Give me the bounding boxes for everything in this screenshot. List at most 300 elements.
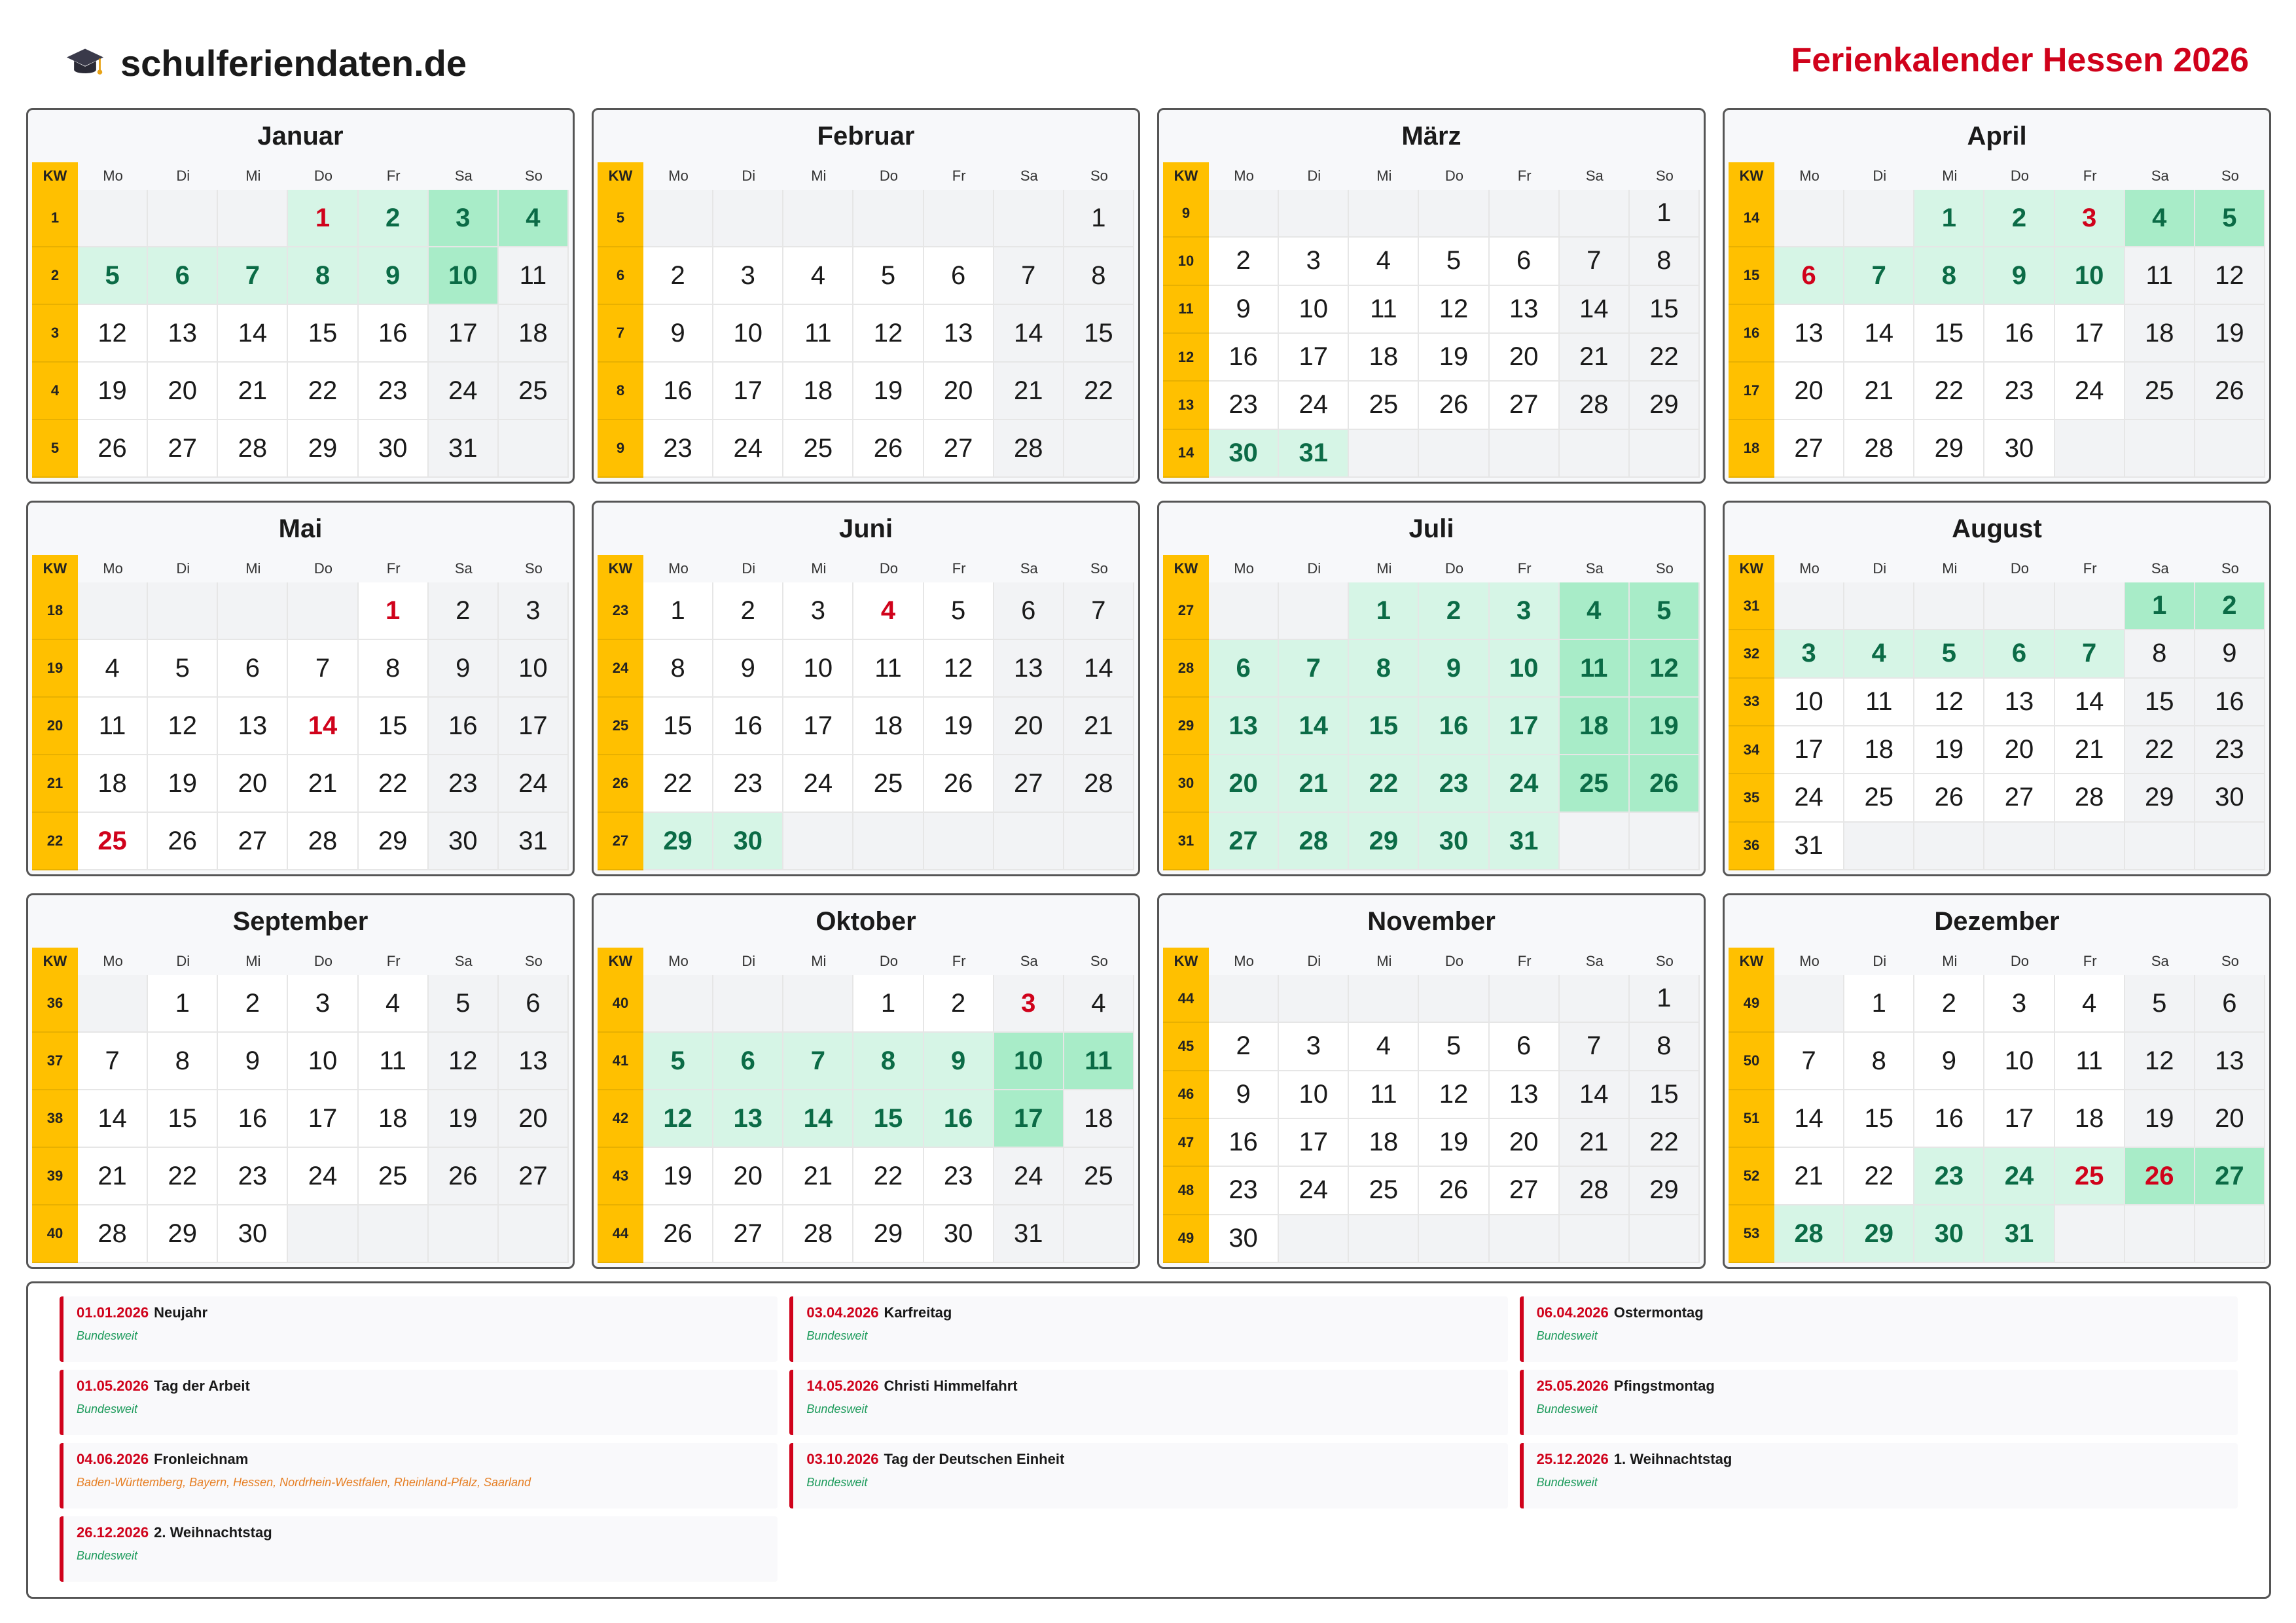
day-cell[interactable]: 11 [2055, 1033, 2125, 1090]
day-cell[interactable]: 23 [1984, 363, 2054, 420]
day-cell[interactable]: 22 [148, 1148, 218, 1205]
day-cell[interactable]: 9 [1984, 247, 2054, 305]
day-cell[interactable]: 19 [1914, 726, 1984, 774]
day-cell[interactable]: 30 [218, 1205, 288, 1263]
day-cell[interactable]: 6 [1774, 247, 1844, 305]
day-cell[interactable]: 22 [1349, 755, 1419, 813]
day-cell[interactable]: 18 [1560, 698, 1630, 755]
day-cell[interactable]: 26 [1914, 774, 1984, 822]
day-cell[interactable]: 14 [2055, 679, 2125, 726]
day-cell[interactable]: 2 [359, 190, 429, 247]
day-cell[interactable]: 31 [1774, 823, 1844, 870]
day-cell[interactable]: 18 [1349, 1119, 1419, 1167]
day-cell[interactable]: 18 [359, 1090, 429, 1148]
day-cell[interactable]: 6 [1490, 1023, 1560, 1071]
day-cell[interactable]: 16 [713, 698, 783, 755]
day-cell[interactable]: 21 [2055, 726, 2125, 774]
day-cell[interactable]: 13 [148, 305, 218, 363]
day-cell[interactable]: 18 [2125, 305, 2195, 363]
day-cell[interactable]: 14 [994, 305, 1064, 363]
day-cell[interactable]: 6 [994, 582, 1064, 640]
day-cell[interactable]: 28 [1844, 420, 1914, 478]
day-cell[interactable]: 28 [1774, 1205, 1844, 1263]
day-cell[interactable]: 3 [288, 975, 358, 1033]
day-cell[interactable]: 8 [1630, 238, 1700, 285]
day-cell[interactable]: 31 [499, 813, 569, 870]
day-cell[interactable]: 25 [499, 363, 569, 420]
day-cell[interactable]: 19 [2195, 305, 2265, 363]
day-cell[interactable]: 29 [1630, 1167, 1700, 1215]
day-cell[interactable]: 21 [1774, 1148, 1844, 1205]
day-cell[interactable]: 27 [1490, 382, 1560, 429]
day-cell[interactable]: 7 [1560, 238, 1630, 285]
day-cell[interactable]: 14 [288, 698, 358, 755]
day-cell[interactable]: 26 [1419, 382, 1489, 429]
day-cell[interactable]: 17 [994, 1090, 1064, 1148]
day-cell[interactable]: 17 [1279, 334, 1349, 382]
day-cell[interactable]: 23 [643, 420, 713, 478]
day-cell[interactable]: 3 [2055, 190, 2125, 247]
day-cell[interactable]: 26 [853, 420, 924, 478]
day-cell[interactable]: 13 [1774, 305, 1844, 363]
day-cell[interactable]: 7 [78, 1033, 148, 1090]
day-cell[interactable]: 4 [2055, 975, 2125, 1033]
day-cell[interactable]: 21 [78, 1148, 148, 1205]
day-cell[interactable]: 30 [1914, 1205, 1984, 1263]
day-cell[interactable]: 30 [1419, 813, 1489, 870]
day-cell[interactable]: 23 [1419, 755, 1489, 813]
day-cell[interactable]: 28 [783, 1205, 853, 1263]
day-cell[interactable]: 17 [288, 1090, 358, 1148]
day-cell[interactable]: 9 [713, 640, 783, 698]
day-cell[interactable]: 1 [359, 582, 429, 640]
day-cell[interactable]: 8 [1844, 1033, 1914, 1090]
day-cell[interactable]: 29 [1630, 382, 1700, 429]
day-cell[interactable]: 30 [1209, 430, 1279, 478]
day-cell[interactable]: 31 [1984, 1205, 2054, 1263]
day-cell[interactable]: 24 [1279, 1167, 1349, 1215]
day-cell[interactable]: 25 [2125, 363, 2195, 420]
day-cell[interactable]: 13 [1490, 286, 1560, 334]
day-cell[interactable]: 7 [1844, 247, 1914, 305]
day-cell[interactable]: 16 [359, 305, 429, 363]
day-cell[interactable]: 27 [218, 813, 288, 870]
day-cell[interactable]: 29 [1914, 420, 1984, 478]
day-cell[interactable]: 11 [1349, 286, 1419, 334]
day-cell[interactable]: 25 [1349, 1167, 1419, 1215]
day-cell[interactable]: 6 [1209, 640, 1279, 698]
day-cell[interactable]: 7 [288, 640, 358, 698]
day-cell[interactable]: 28 [218, 420, 288, 478]
day-cell[interactable]: 12 [1914, 679, 1984, 726]
day-cell[interactable]: 2 [924, 975, 994, 1033]
day-cell[interactable]: 21 [1560, 334, 1630, 382]
day-cell[interactable]: 12 [429, 1033, 499, 1090]
day-cell[interactable]: 5 [1630, 582, 1700, 640]
day-cell[interactable]: 10 [713, 305, 783, 363]
day-cell[interactable]: 24 [1279, 382, 1349, 429]
day-cell[interactable]: 29 [2125, 774, 2195, 822]
day-cell[interactable]: 4 [1349, 238, 1419, 285]
day-cell[interactable]: 23 [429, 755, 499, 813]
day-cell[interactable]: 7 [1560, 1023, 1630, 1071]
day-cell[interactable]: 21 [783, 1148, 853, 1205]
day-cell[interactable]: 3 [1774, 630, 1844, 678]
day-cell[interactable]: 2 [218, 975, 288, 1033]
day-cell[interactable]: 31 [1490, 813, 1560, 870]
day-cell[interactable]: 30 [713, 813, 783, 870]
day-cell[interactable]: 5 [1914, 630, 1984, 678]
day-cell[interactable]: 25 [2055, 1148, 2125, 1205]
day-cell[interactable]: 11 [1064, 1033, 1134, 1090]
day-cell[interactable]: 20 [1209, 755, 1279, 813]
day-cell[interactable]: 11 [1560, 640, 1630, 698]
day-cell[interactable]: 18 [1844, 726, 1914, 774]
day-cell[interactable]: 18 [1064, 1090, 1134, 1148]
day-cell[interactable]: 1 [288, 190, 358, 247]
day-cell[interactable]: 16 [1914, 1090, 1984, 1148]
day-cell[interactable]: 6 [148, 247, 218, 305]
day-cell[interactable]: 24 [1774, 774, 1844, 822]
day-cell[interactable]: 23 [1209, 1167, 1279, 1215]
day-cell[interactable]: 18 [783, 363, 853, 420]
day-cell[interactable]: 3 [1279, 238, 1349, 285]
day-cell[interactable]: 13 [499, 1033, 569, 1090]
day-cell[interactable]: 25 [1349, 382, 1419, 429]
day-cell[interactable]: 1 [2125, 582, 2195, 630]
day-cell[interactable]: 19 [429, 1090, 499, 1148]
day-cell[interactable]: 3 [713, 247, 783, 305]
day-cell[interactable]: 18 [78, 755, 148, 813]
day-cell[interactable]: 13 [1209, 698, 1279, 755]
day-cell[interactable]: 28 [78, 1205, 148, 1263]
day-cell[interactable]: 22 [1844, 1148, 1914, 1205]
day-cell[interactable]: 16 [1209, 1119, 1279, 1167]
day-cell[interactable]: 23 [1209, 382, 1279, 429]
day-cell[interactable]: 15 [2125, 679, 2195, 726]
day-cell[interactable]: 17 [2055, 305, 2125, 363]
day-cell[interactable]: 10 [994, 1033, 1064, 1090]
day-cell[interactable]: 28 [994, 420, 1064, 478]
day-cell[interactable]: 21 [1064, 698, 1134, 755]
day-cell[interactable]: 19 [1630, 698, 1700, 755]
day-cell[interactable]: 11 [359, 1033, 429, 1090]
day-cell[interactable]: 28 [288, 813, 358, 870]
day-cell[interactable]: 6 [1490, 238, 1560, 285]
day-cell[interactable]: 2 [643, 247, 713, 305]
day-cell[interactable]: 19 [1419, 334, 1489, 382]
day-cell[interactable]: 29 [359, 813, 429, 870]
day-cell[interactable]: 23 [359, 363, 429, 420]
day-cell[interactable]: 20 [994, 698, 1064, 755]
day-cell[interactable]: 27 [499, 1148, 569, 1205]
day-cell[interactable]: 17 [1774, 726, 1844, 774]
day-cell[interactable]: 23 [2195, 726, 2265, 774]
day-cell[interactable]: 24 [783, 755, 853, 813]
day-cell[interactable]: 8 [853, 1033, 924, 1090]
day-cell[interactable]: 7 [994, 247, 1064, 305]
day-cell[interactable]: 10 [1984, 1033, 2054, 1090]
day-cell[interactable]: 19 [1419, 1119, 1489, 1167]
day-cell[interactable]: 20 [499, 1090, 569, 1148]
day-cell[interactable]: 28 [1560, 1167, 1630, 1215]
day-cell[interactable]: 26 [1419, 1167, 1489, 1215]
day-cell[interactable]: 14 [1064, 640, 1134, 698]
day-cell[interactable]: 3 [1279, 1023, 1349, 1071]
day-cell[interactable]: 5 [1419, 1023, 1489, 1071]
day-cell[interactable]: 12 [2195, 247, 2265, 305]
day-cell[interactable]: 4 [1064, 975, 1134, 1033]
day-cell[interactable]: 17 [1984, 1090, 2054, 1148]
day-cell[interactable]: 9 [1209, 286, 1279, 334]
day-cell[interactable]: 21 [1279, 755, 1349, 813]
day-cell[interactable]: 9 [1914, 1033, 1984, 1090]
day-cell[interactable]: 20 [713, 1148, 783, 1205]
day-cell[interactable]: 2 [1419, 582, 1489, 640]
day-cell[interactable]: 12 [643, 1090, 713, 1148]
day-cell[interactable]: 29 [148, 1205, 218, 1263]
day-cell[interactable]: 3 [994, 975, 1064, 1033]
day-cell[interactable]: 11 [499, 247, 569, 305]
day-cell[interactable]: 22 [643, 755, 713, 813]
day-cell[interactable]: 16 [924, 1090, 994, 1148]
day-cell[interactable]: 8 [288, 247, 358, 305]
day-cell[interactable]: 27 [1209, 813, 1279, 870]
day-cell[interactable]: 11 [853, 640, 924, 698]
day-cell[interactable]: 10 [288, 1033, 358, 1090]
day-cell[interactable]: 31 [1279, 430, 1349, 478]
day-cell[interactable]: 9 [359, 247, 429, 305]
day-cell[interactable]: 12 [2125, 1033, 2195, 1090]
day-cell[interactable]: 13 [994, 640, 1064, 698]
day-cell[interactable]: 19 [2125, 1090, 2195, 1148]
day-cell[interactable]: 30 [1209, 1215, 1279, 1263]
day-cell[interactable]: 2 [1209, 1023, 1279, 1071]
day-cell[interactable]: 22 [288, 363, 358, 420]
day-cell[interactable]: 10 [1279, 1071, 1349, 1119]
day-cell[interactable]: 2 [1984, 190, 2054, 247]
day-cell[interactable]: 27 [713, 1205, 783, 1263]
day-cell[interactable]: 22 [1630, 334, 1700, 382]
day-cell[interactable]: 20 [924, 363, 994, 420]
day-cell[interactable]: 4 [359, 975, 429, 1033]
day-cell[interactable]: 15 [288, 305, 358, 363]
day-cell[interactable]: 7 [783, 1033, 853, 1090]
day-cell[interactable]: 27 [2195, 1148, 2265, 1205]
day-cell[interactable]: 20 [1490, 334, 1560, 382]
day-cell[interactable]: 2 [2195, 582, 2265, 630]
day-cell[interactable]: 1 [1630, 975, 1700, 1023]
day-cell[interactable]: 18 [499, 305, 569, 363]
day-cell[interactable]: 10 [1774, 679, 1844, 726]
day-cell[interactable]: 24 [499, 755, 569, 813]
day-cell[interactable]: 10 [783, 640, 853, 698]
day-cell[interactable]: 5 [853, 247, 924, 305]
day-cell[interactable]: 5 [643, 1033, 713, 1090]
day-cell[interactable]: 12 [1419, 1071, 1489, 1119]
day-cell[interactable]: 26 [2125, 1148, 2195, 1205]
day-cell[interactable]: 16 [429, 698, 499, 755]
day-cell[interactable]: 5 [2125, 975, 2195, 1033]
day-cell[interactable]: 21 [994, 363, 1064, 420]
day-cell[interactable]: 16 [643, 363, 713, 420]
day-cell[interactable]: 22 [1630, 1119, 1700, 1167]
day-cell[interactable]: 8 [643, 640, 713, 698]
day-cell[interactable]: 20 [1774, 363, 1844, 420]
day-cell[interactable]: 12 [853, 305, 924, 363]
day-cell[interactable]: 17 [1490, 698, 1560, 755]
day-cell[interactable]: 16 [1984, 305, 2054, 363]
day-cell[interactable]: 21 [1844, 363, 1914, 420]
day-cell[interactable]: 1 [1844, 975, 1914, 1033]
day-cell[interactable]: 28 [2055, 774, 2125, 822]
day-cell[interactable]: 3 [783, 582, 853, 640]
day-cell[interactable]: 13 [924, 305, 994, 363]
day-cell[interactable]: 31 [429, 420, 499, 478]
day-cell[interactable]: 15 [1630, 286, 1700, 334]
day-cell[interactable]: 24 [1984, 1148, 2054, 1205]
day-cell[interactable]: 4 [1349, 1023, 1419, 1071]
day-cell[interactable]: 28 [1064, 755, 1134, 813]
day-cell[interactable]: 19 [78, 363, 148, 420]
day-cell[interactable]: 8 [359, 640, 429, 698]
day-cell[interactable]: 6 [713, 1033, 783, 1090]
day-cell[interactable]: 19 [853, 363, 924, 420]
day-cell[interactable]: 17 [499, 698, 569, 755]
day-cell[interactable]: 15 [853, 1090, 924, 1148]
day-cell[interactable]: 25 [1064, 1148, 1134, 1205]
day-cell[interactable]: 29 [1349, 813, 1419, 870]
day-cell[interactable]: 7 [218, 247, 288, 305]
day-cell[interactable]: 4 [1560, 582, 1630, 640]
day-cell[interactable]: 15 [1914, 305, 1984, 363]
day-cell[interactable]: 5 [924, 582, 994, 640]
day-cell[interactable]: 19 [148, 755, 218, 813]
day-cell[interactable]: 23 [924, 1148, 994, 1205]
day-cell[interactable]: 3 [1490, 582, 1560, 640]
day-cell[interactable]: 17 [429, 305, 499, 363]
day-cell[interactable]: 26 [924, 755, 994, 813]
day-cell[interactable]: 1 [1914, 190, 1984, 247]
day-cell[interactable]: 9 [1419, 640, 1489, 698]
day-cell[interactable]: 9 [1209, 1071, 1279, 1119]
day-cell[interactable]: 22 [1914, 363, 1984, 420]
day-cell[interactable]: 27 [1774, 420, 1844, 478]
day-cell[interactable]: 25 [359, 1148, 429, 1205]
day-cell[interactable]: 14 [1560, 286, 1630, 334]
day-cell[interactable]: 8 [1349, 640, 1419, 698]
day-cell[interactable]: 10 [1490, 640, 1560, 698]
day-cell[interactable]: 5 [148, 640, 218, 698]
day-cell[interactable]: 8 [1064, 247, 1134, 305]
logo[interactable] [65, 42, 467, 84]
day-cell[interactable]: 21 [288, 755, 358, 813]
day-cell[interactable]: 14 [1560, 1071, 1630, 1119]
day-cell[interactable]: 26 [643, 1205, 713, 1263]
day-cell[interactable]: 14 [1279, 698, 1349, 755]
day-cell[interactable]: 22 [1064, 363, 1134, 420]
day-cell[interactable]: 26 [429, 1148, 499, 1205]
day-cell[interactable]: 22 [2125, 726, 2195, 774]
day-cell[interactable]: 14 [78, 1090, 148, 1148]
day-cell[interactable]: 22 [853, 1148, 924, 1205]
day-cell[interactable]: 24 [994, 1148, 1064, 1205]
day-cell[interactable]: 9 [643, 305, 713, 363]
day-cell[interactable]: 23 [1914, 1148, 1984, 1205]
day-cell[interactable]: 4 [1844, 630, 1914, 678]
day-cell[interactable]: 25 [1844, 774, 1914, 822]
day-cell[interactable]: 1 [1349, 582, 1419, 640]
day-cell[interactable]: 14 [783, 1090, 853, 1148]
day-cell[interactable]: 13 [2195, 1033, 2265, 1090]
day-cell[interactable]: 31 [994, 1205, 1064, 1263]
day-cell[interactable]: 20 [218, 755, 288, 813]
day-cell[interactable]: 15 [1349, 698, 1419, 755]
day-cell[interactable]: 24 [1490, 755, 1560, 813]
day-cell[interactable]: 10 [2055, 247, 2125, 305]
day-cell[interactable]: 11 [783, 305, 853, 363]
day-cell[interactable]: 12 [78, 305, 148, 363]
day-cell[interactable]: 24 [429, 363, 499, 420]
day-cell[interactable]: 6 [924, 247, 994, 305]
day-cell[interactable]: 11 [1844, 679, 1914, 726]
day-cell[interactable]: 29 [643, 813, 713, 870]
day-cell[interactable]: 5 [2195, 190, 2265, 247]
day-cell[interactable]: 7 [1774, 1033, 1844, 1090]
day-cell[interactable]: 30 [1984, 420, 2054, 478]
day-cell[interactable]: 22 [359, 755, 429, 813]
day-cell[interactable]: 4 [78, 640, 148, 698]
day-cell[interactable]: 25 [1560, 755, 1630, 813]
day-cell[interactable]: 3 [1984, 975, 2054, 1033]
day-cell[interactable]: 29 [1844, 1205, 1914, 1263]
day-cell[interactable]: 16 [218, 1090, 288, 1148]
day-cell[interactable]: 28 [1279, 813, 1349, 870]
day-cell[interactable]: 16 [1419, 698, 1489, 755]
day-cell[interactable]: 23 [218, 1148, 288, 1205]
day-cell[interactable]: 14 [1844, 305, 1914, 363]
day-cell[interactable]: 26 [78, 420, 148, 478]
day-cell[interactable]: 26 [1630, 755, 1700, 813]
day-cell[interactable]: 15 [1630, 1071, 1700, 1119]
day-cell[interactable]: 20 [1490, 1119, 1560, 1167]
day-cell[interactable]: 2 [1914, 975, 1984, 1033]
day-cell[interactable]: 7 [2055, 630, 2125, 678]
day-cell[interactable]: 18 [1349, 334, 1419, 382]
day-cell[interactable]: 27 [1490, 1167, 1560, 1215]
day-cell[interactable]: 13 [1490, 1071, 1560, 1119]
day-cell[interactable]: 14 [218, 305, 288, 363]
day-cell[interactable]: 12 [1419, 286, 1489, 334]
day-cell[interactable]: 16 [1209, 334, 1279, 382]
day-cell[interactable]: 13 [1984, 679, 2054, 726]
day-cell[interactable]: 4 [499, 190, 569, 247]
day-cell[interactable]: 29 [288, 420, 358, 478]
day-cell[interactable]: 12 [148, 698, 218, 755]
day-cell[interactable]: 6 [1984, 630, 2054, 678]
day-cell[interactable]: 18 [853, 698, 924, 755]
day-cell[interactable]: 24 [288, 1148, 358, 1205]
day-cell[interactable]: 8 [148, 1033, 218, 1090]
day-cell[interactable]: 12 [924, 640, 994, 698]
day-cell[interactable]: 7 [1279, 640, 1349, 698]
day-cell[interactable]: 23 [713, 755, 783, 813]
day-cell[interactable]: 8 [1914, 247, 1984, 305]
day-cell[interactable]: 3 [499, 582, 569, 640]
day-cell[interactable]: 11 [2125, 247, 2195, 305]
day-cell[interactable]: 26 [2195, 363, 2265, 420]
day-cell[interactable]: 1 [148, 975, 218, 1033]
